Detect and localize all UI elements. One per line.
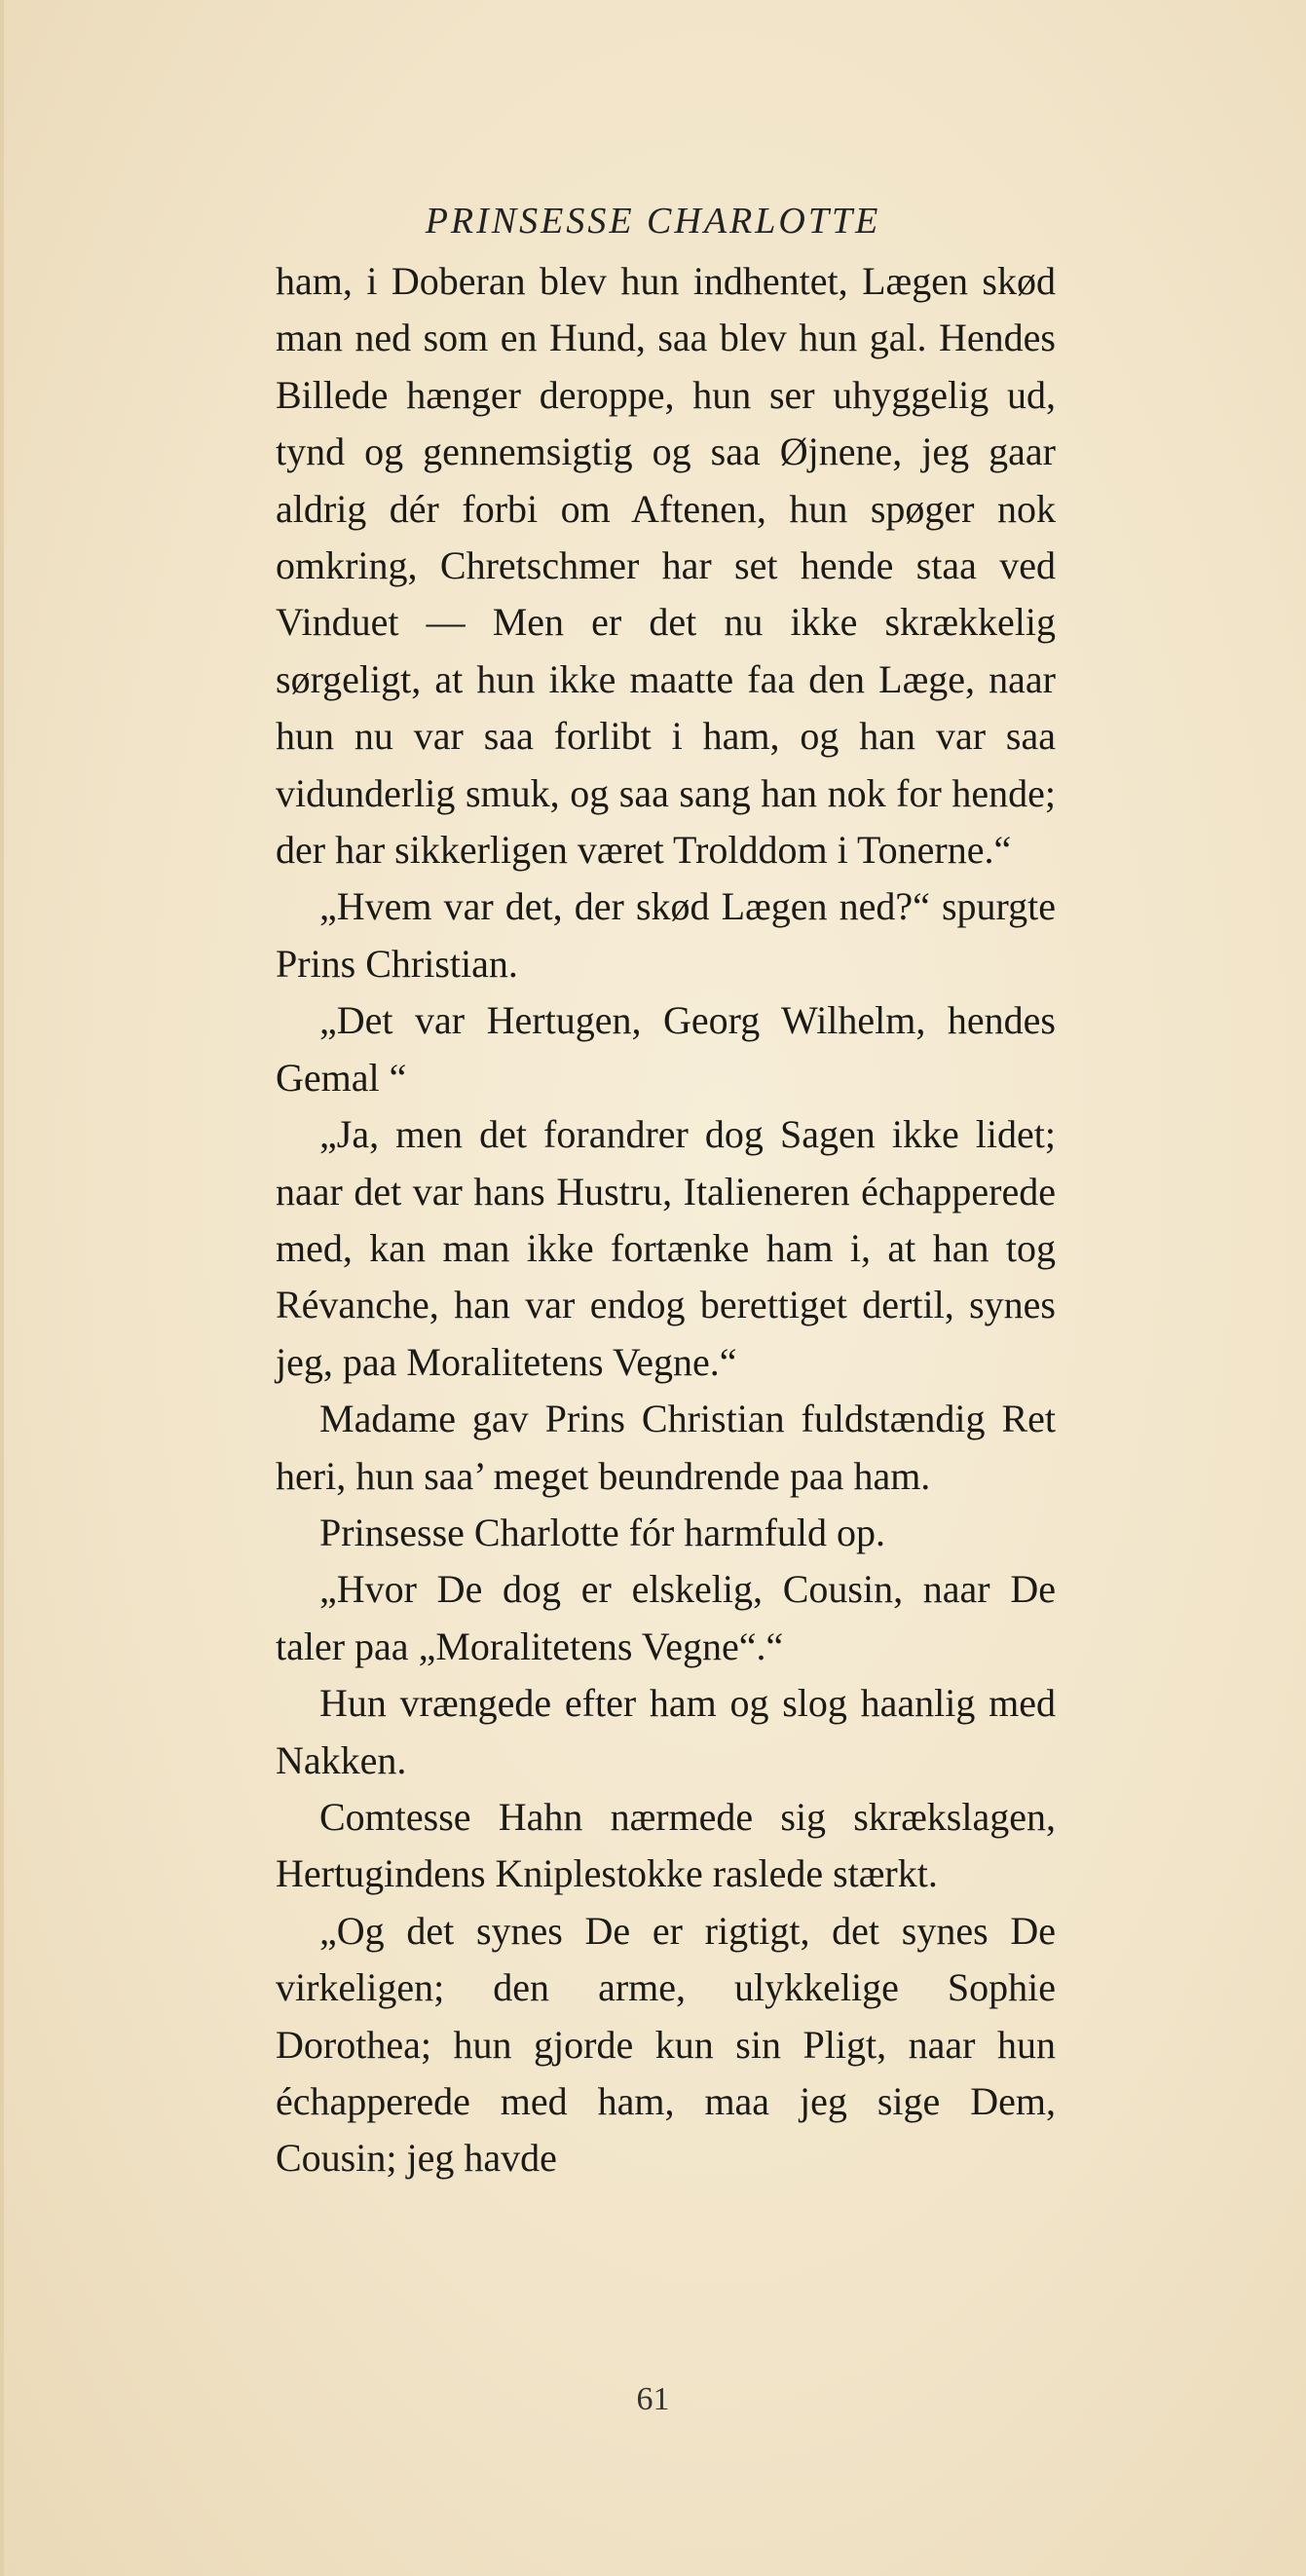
paragraph: „Og det synes De er rigtigt, det synes De virkeligen; den arme, ulykkelige Sophie Dorothea; hun gjorde kun sin Pligt, naar hun échapperede med ham, maa jeg sige Dem, Cousin; jeg havde: [276, 1908, 1056, 2181]
paragraph: „Det var Hertugen, Georg Wilhelm, hendes Gemal “: [276, 998, 1056, 1100]
paragraph: Prinsesse Charlotte fór harmfuld op.: [319, 1510, 885, 1554]
page-edge: [0, 0, 4, 2576]
paragraph: „Hvor De dog er elskelig, Cousin, naar De taler paa „Moralitetens Vegne“.“: [276, 1567, 1056, 1668]
running-title: PRINSESSE CHARLOTTE: [425, 201, 881, 242]
paragraph: ham, i Doberan blev hun indhentet, Lægen skød man ned som en Hund, saa blev hun gal. Hendes Billede hænger deroppe, hun ser uhyggelig ud, tynd og gennemsigtig og saa Øjnene, jeg gaar aldrig dér forbi om Aftenen, hun spøger nok omkring, Chretschmer har set hende staa ved Vinduet — Men er det nu ikke skrækkelig sørgeligt, at hun ikke maatte faa den Læge, naar hun nu var saa forlibt i ham, og han var saa vidunderlig smuk, og saa sang han nok for hende; der har sikkerligen været Trolddom i Tonerne.“: [276, 259, 1056, 873]
paragraph: Hun vrængede efter ham og slog haanlig med Nakken.: [276, 1681, 1056, 1782]
paragraph: „Hvem var det, der skød Lægen ned?“ spurgte Prins Christian.: [276, 884, 1056, 986]
paragraph: „Ja, men det forandrer dog Sagen ikke lidet; naar det var hans Hustru, Italieneren échapperede med, kan man ikke fortænke ham i, at han tog Révanche, han var endog berettiget dertil, synes jeg, paa Moralitetens Vegne.“: [276, 1112, 1056, 1384]
paragraph: Comtesse Hahn nærmede sig skrækslagen, Hertugindens Kniplestokke raslede stærkt.: [276, 1794, 1056, 1896]
body-text: [276, 253, 1056, 2187]
paragraph: Madame gav Prins Christian fuldstændig Ret heri, hun saa’ meget beundrende paa ham.: [276, 1397, 1056, 1498]
page-number: 61: [636, 2381, 670, 2417]
